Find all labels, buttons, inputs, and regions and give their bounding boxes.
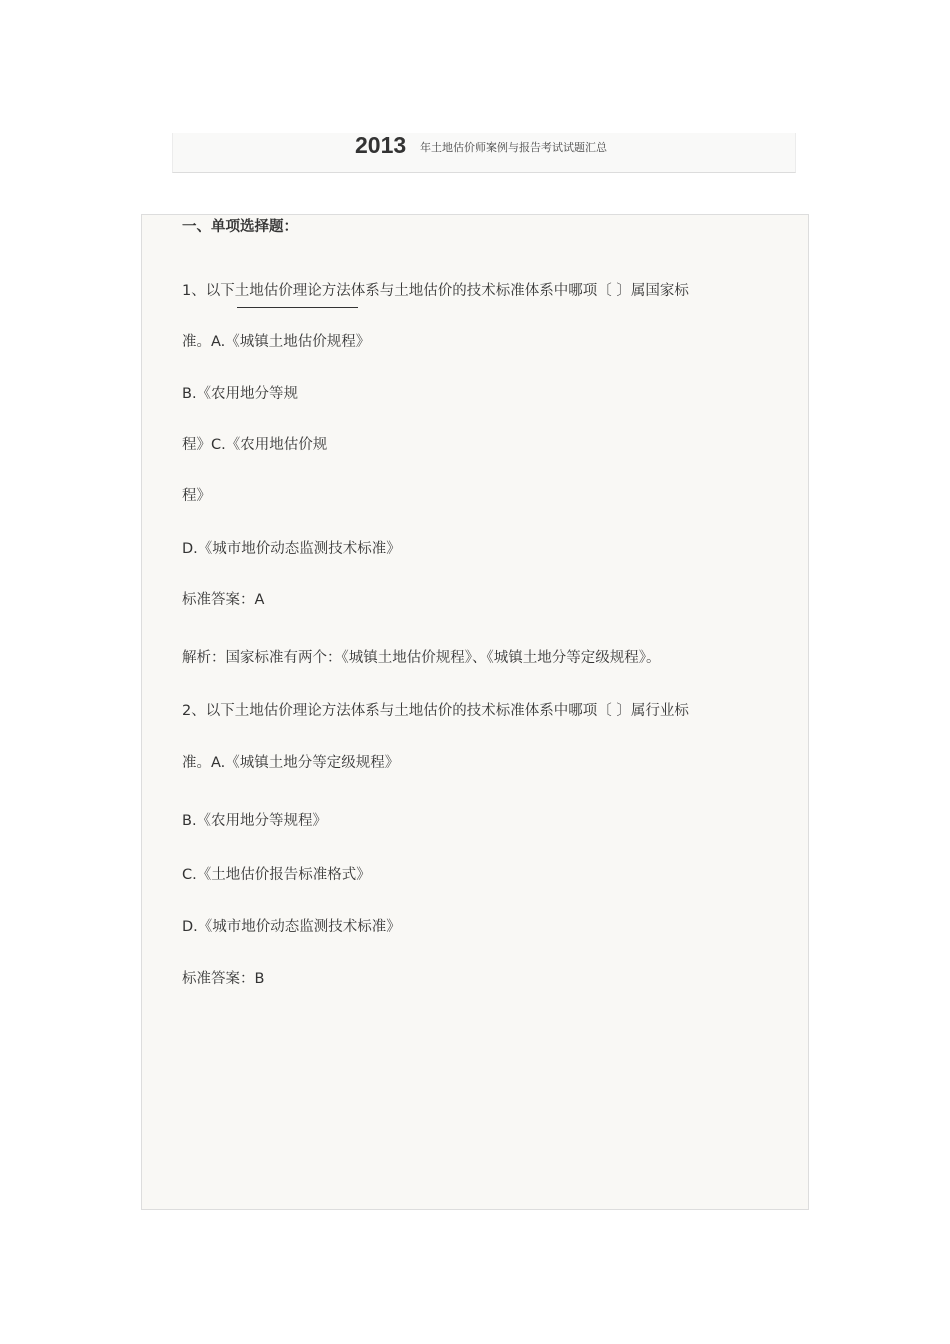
- question-2-stem: 2、以下土地估价理论方法体系与土地估价的技术标准体系中哪项〔 〕属行业标: [182, 703, 689, 719]
- question-1-option-c: 程》C.《农用地估价规: [182, 437, 328, 453]
- question-1-option-a: 准。A.《城镇土地估价规程》: [182, 334, 371, 350]
- question-2-option-d: D.《城市地价动态监测技术标准》: [182, 919, 401, 935]
- question-content-panel: [141, 214, 809, 1210]
- title-text: 年土地估价师案例与报告考试试题汇总: [420, 141, 607, 154]
- section-heading: 一、单项选择题：: [182, 219, 298, 235]
- question-1-option-c-end: 程》: [182, 488, 211, 504]
- document-title-banner: [172, 133, 796, 173]
- question-2-option-c: C.《土地估价报告标准格式》: [182, 867, 371, 883]
- question-1-option-b: B.《农用地分等规: [182, 386, 299, 402]
- question-1-option-d: D.《城市地价动态监测技术标准》: [182, 541, 401, 557]
- title-year: 2013: [355, 132, 407, 158]
- question-2-option-a: 准。A.《城镇土地分等定级规程》: [182, 755, 400, 771]
- question-2-answer: 标准答案：B: [182, 971, 265, 987]
- text-underline: [237, 307, 358, 308]
- question-1-stem: 1、以下土地估价理论方法体系与土地估价的技术标准体系中哪项〔 〕属国家标: [182, 283, 689, 299]
- question-1-explanation: 解析：国家标准有两个：《城镇土地估价规程》、《城镇土地分等定级规程》。: [182, 650, 661, 666]
- question-1-answer: 标准答案：A: [182, 592, 265, 608]
- question-2-option-b: B.《农用地分等规程》: [182, 813, 328, 829]
